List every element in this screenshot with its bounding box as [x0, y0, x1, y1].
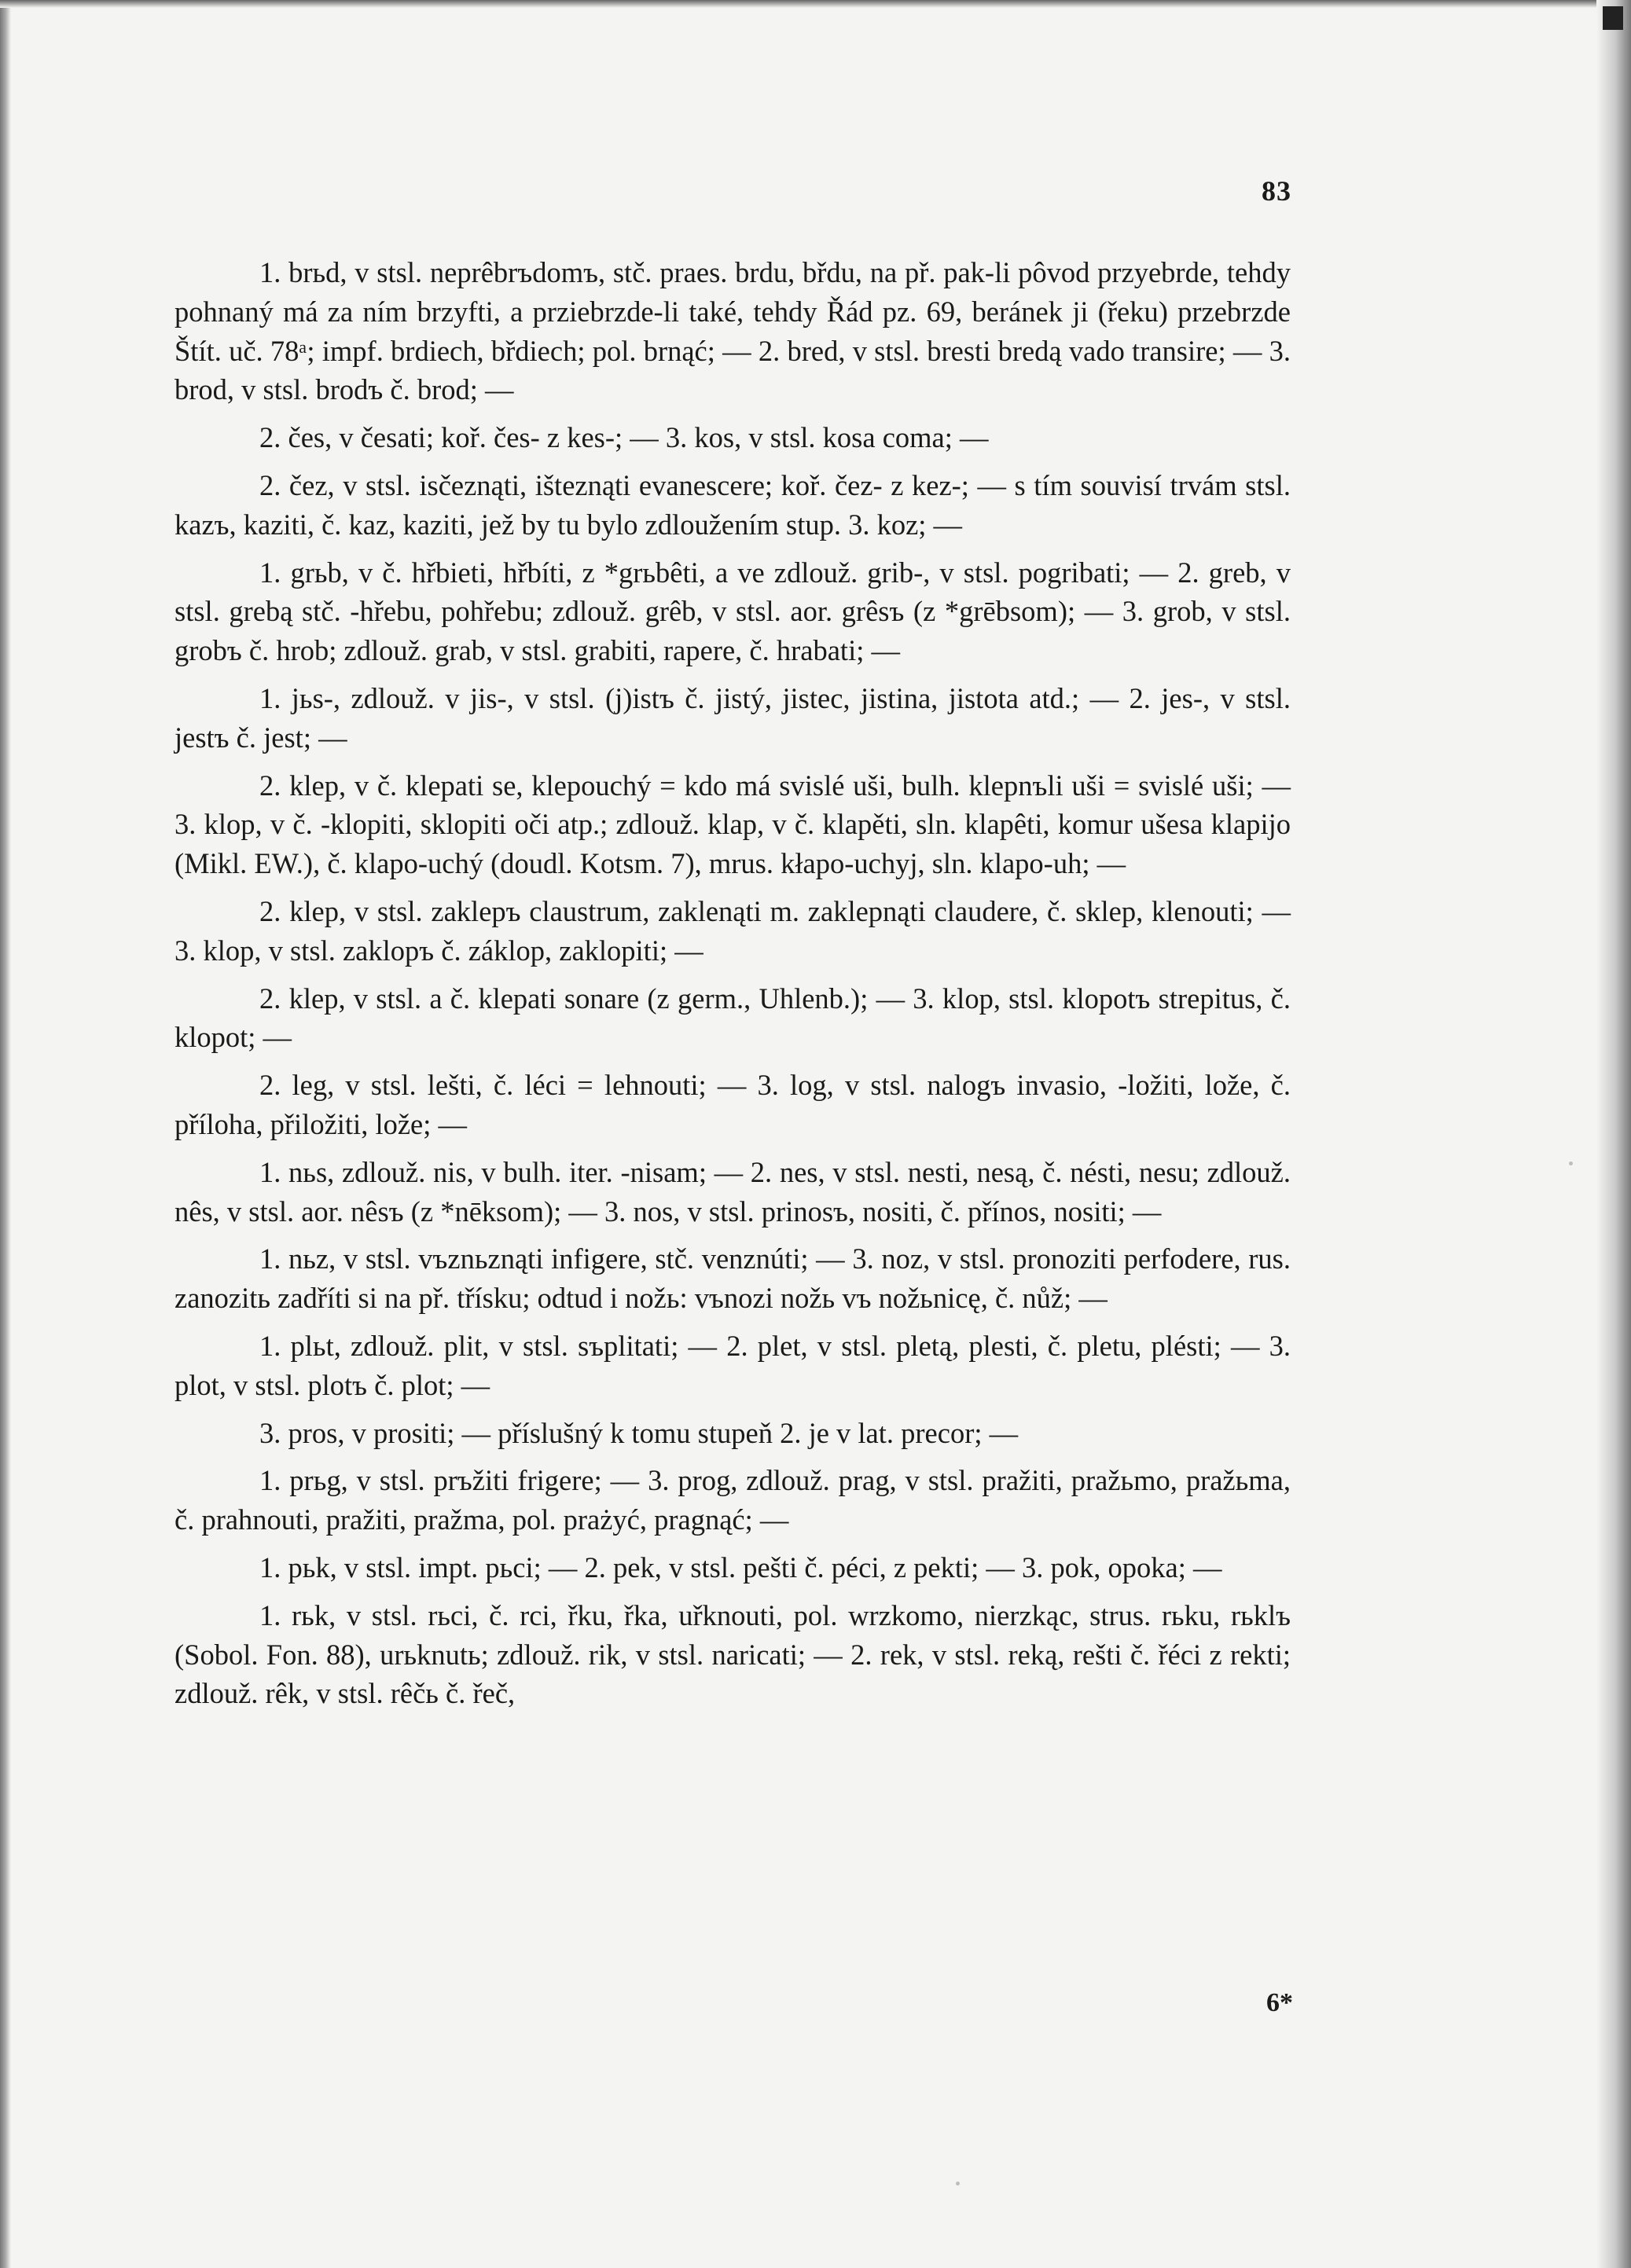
paragraph-plt: 1. plьt, zdlouž. plit, v stsl. sъplitati; — 2. plet, v stsl. pletą, plesti, č. pletu, plésti; — 3. plot, v stsl. plotъ č. plot; — [174, 1329, 1291, 1401]
scan-edge-right [1596, 0, 1631, 2268]
scan-edge-top [0, 0, 1631, 8]
scan-edge-left [0, 0, 11, 2268]
page-number: 83 [1262, 175, 1291, 207]
paragraph-klep-1: 2. klep, v č. klepati se, klepouchý = kdo má svislé uši, bulh. klepnъli uši = svislé uši; — 3. klop, v č. -klopiti, sklopiti oči atp.; zdlouž. klap, v č. klapěti, sln. klapêti, komur ušesa klapijo (Mikl. EW.), č. klapo-uchý (doudl. Kotsm. 7), mrus. kłapo-uchyj, sln. klapo-uh; — [174, 769, 1291, 880]
paragraph-ces: 2. čes, v česati; koř. čes- z kes-; — 3. kos, v stsl. kosa coma; — [259, 421, 989, 454]
paragraph-pk: 1. pьk, v stsl. impt. pьci; — 2. pek, v stsl. pešti č. péci, z pekti; — 3. pok, opoka; — [259, 1551, 1222, 1584]
signature-mark: 6* [1266, 1988, 1293, 2017]
paragraph-js: 1. jьs-, zdlouž. v jis-, v stsl. (j)istъ č. jistý, jistec, jistina, jistota atd.; — 2. jes-, v stsl. jestъ č. jest; — [174, 681, 1291, 754]
paragraph-pros: 3. pros, v prositi; — příslušný k tomu stupeň 2. je v lat. precor; — [259, 1416, 1019, 1449]
paragraph-nz: 1. nьz, v stsl. vъznьznąti infigere, stč. venznúti; — 3. noz, v stsl. pronoziti perfodere, rus. zanozitь zadříti si na př. třísku; odtud i nožь: vъnozi nožь vъ nožьnicę, č. nůž; — [174, 1242, 1291, 1315]
scan-speck [1569, 1162, 1573, 1165]
paragraph-ns: 1. nьs, zdlouž. nis, v bulh. iter. -nisam; — 2. nes, v stsl. nesti, nesą, č. nésti, nesu; zdlouž. nês, v stsl. aor. nêsъ (z *nēksom); — 3. nos, v stsl. prinosъ, nositi, č. přínos, nositi; — [174, 1155, 1291, 1228]
paragraph-leg: 2. leg, v stsl. lešti, č. léci = lehnouti; — 3. log, v stsl. nalogъ invasio, -ložiti, lože, č. příloha, přiložiti, lože; — [174, 1069, 1291, 1140]
scan-corner-mark [1603, 6, 1623, 30]
paragraph-rk: 1. rьk, v stsl. rьci, č. rci, řku, řka, uřknouti, pol. wrzkomo, nierzkąc, strus. rьku, rьklъ (Sobol. Fon. 88), urьknutь; zdlouž. rik, v stsl. naricati; — 2. rek, v stsl. reką, rešti č. řéci z rekti; zdlouž. rêk, v stsl. rêčь č. řeč, [174, 1598, 1291, 1710]
scan-speck [956, 2182, 960, 2185]
body-text [174, 253, 1291, 1713]
paragraph-grb: 1. grьb, v č. hřbieti, hřbíti, z *grьbêti, a ve zdlouž. grib-, v stsl. pogribati; — 2. greb, v stsl. grebą stč. -hřebu, pohřebu; zdlouž. grêb, v stsl. aor. grêsъ (z *grēbsom); — 3. grob, v stsl. grobъ č. hrob; zdlouž. grab, v stsl. grabiti, rapere, č. hrabati; — [174, 556, 1291, 667]
paragraph-brd: 1. brьd, v stsl. neprêbrъdomъ, stč. praes. brdu, břdu, na př. pak-li pôvod przyebrde, tehdy pohnaný má za ním brzyfti, a przіebrzde-li také, tehdy Řád pz. 69, beránek ji (řeku) przebrzde Štít. uč. 78ᵃ; impf. brdiech, břdiech; pol. brnąć; — 2. bred, v stsl. bresti bredą vado transire; — 3. brod, v stsl. brodъ č. brod; — [174, 256, 1291, 406]
paragraph-prg: 1. prьg, v stsl. prъžiti frigere; — 3. prog, zdlouž. prag, v stsl. pražiti, pražьmo, pražьma, č. prahnouti, pražiti, pražma, pol. prażyć, pragnąć; — [174, 1464, 1291, 1536]
paragraph-klep-2: 2. klep, v stsl. zaklepъ claustrum, zaklenąti m. zaklepnąti claudere, č. sklep, klenouti; — 3. klop, v stsl. zaklopъ č. záklop, zaklopiti; — [174, 894, 1291, 967]
paragraph-klep-3: 2. klep, v stsl. a č. klepati sonare (z germ., Uhlenb.); — 3. klop, stsl. klopotъ strepitus, č. klopot; — [174, 982, 1291, 1054]
paragraph-cez: 2. čez, v stsl. isčeznąti, išteznąti evanescere; koř. čez- z kez-; — s tím souvisí trvám stsl. kazъ, kaziti, č. kaz, kaziti, jež by tu bylo zdloužením stup. 3. koz; — [174, 468, 1291, 541]
